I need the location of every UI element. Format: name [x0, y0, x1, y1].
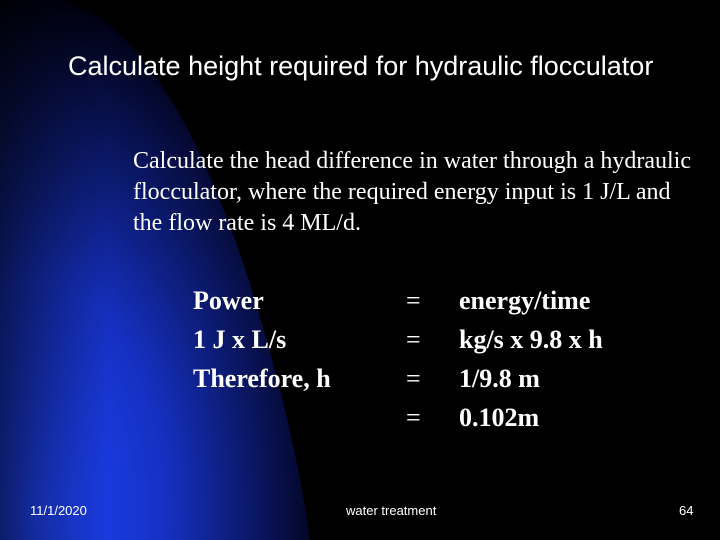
- calc-row: [193, 324, 693, 363]
- calc-left: Therefore, h: [193, 364, 331, 393]
- calc-equals: =: [406, 364, 421, 393]
- calc-row: [193, 402, 693, 441]
- calculation-block: [193, 285, 693, 441]
- calc-right: 1/9.8 m: [459, 364, 540, 393]
- footer-date: 11/1/2020: [30, 503, 87, 518]
- calc-equals: =: [406, 286, 421, 315]
- slide-number: 64: [679, 503, 694, 518]
- calc-right: kg/s x 9.8 x h: [459, 325, 603, 354]
- calc-right: 0.102m: [459, 403, 540, 432]
- calc-equals: =: [406, 403, 421, 432]
- calc-equals: =: [406, 325, 421, 354]
- slide-title: Calculate height required for hydraulic flocculator: [68, 51, 654, 81]
- calc-row: [193, 285, 693, 324]
- problem-statement: Calculate the head difference in water through a hydraulic flocculator, where the required energy input is 1 J/L and the flow rate is 4 ML/d.: [133, 148, 691, 236]
- calc-left: Power: [193, 286, 264, 315]
- calc-right: energy/time: [459, 286, 591, 315]
- calc-left: 1 J x L/s: [193, 325, 287, 354]
- footer-center-text: water treatment: [346, 503, 437, 518]
- calc-row: [193, 363, 693, 402]
